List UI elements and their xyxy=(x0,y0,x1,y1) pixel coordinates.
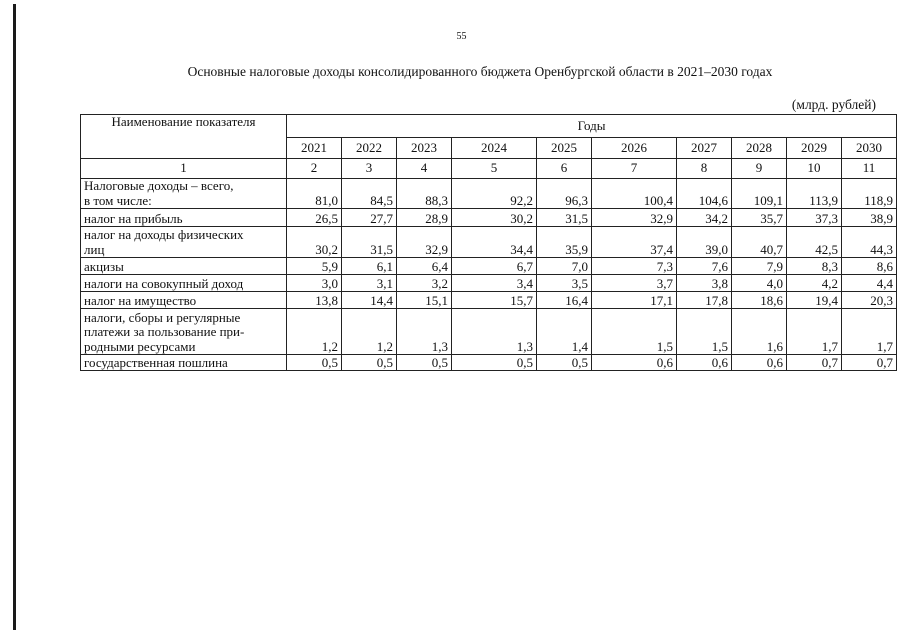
value-cell: 118,9 xyxy=(842,179,897,209)
year-header: 2030 xyxy=(842,138,897,159)
year-header: 2027 xyxy=(677,138,732,159)
value-cell: 30,2 xyxy=(452,209,537,227)
row-indicator-name: налог на прибыль xyxy=(81,209,287,227)
value-cell: 16,4 xyxy=(537,292,592,309)
value-cell: 31,5 xyxy=(342,227,397,258)
column-number: 5 xyxy=(452,159,537,179)
value-cell: 6,4 xyxy=(397,258,452,275)
row-indicator-name: налоги, сборы и регулярные платежи за пользование при- родными ресурсами xyxy=(81,309,287,355)
value-cell: 1,7 xyxy=(842,309,897,355)
value-cell: 31,5 xyxy=(537,209,592,227)
value-cell: 1,5 xyxy=(677,309,732,355)
value-cell: 35,7 xyxy=(732,209,787,227)
table-row xyxy=(81,275,897,292)
column-number: 3 xyxy=(342,159,397,179)
value-cell: 113,9 xyxy=(787,179,842,209)
value-cell: 1,3 xyxy=(452,309,537,355)
value-cell: 84,5 xyxy=(342,179,397,209)
row-indicator-name: акцизы xyxy=(81,258,287,275)
value-cell: 34,2 xyxy=(677,209,732,227)
value-cell: 100,4 xyxy=(592,179,677,209)
value-cell: 34,4 xyxy=(452,227,537,258)
value-cell: 18,6 xyxy=(732,292,787,309)
value-cell: 81,0 xyxy=(287,179,342,209)
table-row xyxy=(81,179,897,209)
row-indicator-name: государственная пошлина xyxy=(81,355,287,371)
units-label: (млрд. рублей) xyxy=(791,97,876,112)
column-number: 2 xyxy=(287,159,342,179)
value-cell: 1,4 xyxy=(537,309,592,355)
value-cell: 15,7 xyxy=(452,292,537,309)
value-cell: 8,3 xyxy=(787,258,842,275)
header-years: Годы xyxy=(287,115,897,138)
document-title: Основные налоговые доходы консолидированного бюджета Оренбургской области в 2021–2030 годах xyxy=(187,64,773,79)
value-cell: 26,5 xyxy=(287,209,342,227)
value-cell: 1,5 xyxy=(592,309,677,355)
value-cell: 7,3 xyxy=(592,258,677,275)
column-number: 6 xyxy=(537,159,592,179)
column-number: 1 xyxy=(81,159,287,179)
row-indicator-name: налоги на совокупный доход xyxy=(81,275,287,292)
value-cell: 0,5 xyxy=(342,355,397,371)
value-cell: 109,1 xyxy=(732,179,787,209)
value-cell: 44,3 xyxy=(842,227,897,258)
value-cell: 30,2 xyxy=(287,227,342,258)
year-header: 2029 xyxy=(787,138,842,159)
year-header: 2028 xyxy=(732,138,787,159)
value-cell: 3,5 xyxy=(537,275,592,292)
value-cell: 3,8 xyxy=(677,275,732,292)
value-cell: 3,4 xyxy=(452,275,537,292)
table-row xyxy=(81,258,897,275)
value-cell: 1,6 xyxy=(732,309,787,355)
value-cell: 0,5 xyxy=(537,355,592,371)
column-number: 8 xyxy=(677,159,732,179)
value-cell: 42,5 xyxy=(787,227,842,258)
value-cell: 4,4 xyxy=(842,275,897,292)
year-header: 2023 xyxy=(397,138,452,159)
column-number: 10 xyxy=(787,159,842,179)
value-cell: 8,6 xyxy=(842,258,897,275)
value-cell: 104,6 xyxy=(677,179,732,209)
value-cell: 6,1 xyxy=(342,258,397,275)
header-indicator-name: Наименование показателя xyxy=(81,115,287,159)
value-cell: 37,4 xyxy=(592,227,677,258)
value-cell: 1,7 xyxy=(787,309,842,355)
value-cell: 20,3 xyxy=(842,292,897,309)
year-header: 2024 xyxy=(452,138,537,159)
value-cell: 32,9 xyxy=(397,227,452,258)
value-cell: 0,5 xyxy=(287,355,342,371)
value-cell: 0,7 xyxy=(842,355,897,371)
tax-revenue-table xyxy=(80,114,897,371)
value-cell: 35,9 xyxy=(537,227,592,258)
table-row xyxy=(81,292,897,309)
table-row xyxy=(81,209,897,227)
value-cell: 17,1 xyxy=(592,292,677,309)
column-number: 7 xyxy=(592,159,677,179)
value-cell: 17,8 xyxy=(677,292,732,309)
value-cell: 88,3 xyxy=(397,179,452,209)
value-cell: 92,2 xyxy=(452,179,537,209)
value-cell: 5,9 xyxy=(287,258,342,275)
table-row xyxy=(81,227,897,258)
binding-edge-line xyxy=(13,4,16,630)
table-row xyxy=(81,309,897,355)
column-number: 11 xyxy=(842,159,897,179)
value-cell: 7,0 xyxy=(537,258,592,275)
row-indicator-name: налог на доходы физических лиц xyxy=(81,227,287,258)
value-cell: 7,9 xyxy=(732,258,787,275)
column-numbers-row xyxy=(81,159,897,179)
row-indicator-name: налог на имущество xyxy=(81,292,287,309)
value-cell: 3,7 xyxy=(592,275,677,292)
value-cell: 27,7 xyxy=(342,209,397,227)
value-cell: 3,1 xyxy=(342,275,397,292)
value-cell: 28,9 xyxy=(397,209,452,227)
value-cell: 4,2 xyxy=(787,275,842,292)
value-cell: 0,6 xyxy=(592,355,677,371)
column-number: 9 xyxy=(732,159,787,179)
value-cell: 96,3 xyxy=(537,179,592,209)
value-cell: 15,1 xyxy=(397,292,452,309)
row-indicator-name: Налоговые доходы – всего, в том числе: xyxy=(81,179,287,209)
value-cell: 0,6 xyxy=(732,355,787,371)
value-cell: 39,0 xyxy=(677,227,732,258)
value-cell: 14,4 xyxy=(342,292,397,309)
value-cell: 37,3 xyxy=(787,209,842,227)
value-cell: 6,7 xyxy=(452,258,537,275)
table-row xyxy=(81,355,897,371)
value-cell: 1,2 xyxy=(342,309,397,355)
column-number: 4 xyxy=(397,159,452,179)
value-cell: 0,5 xyxy=(397,355,452,371)
value-cell: 40,7 xyxy=(732,227,787,258)
value-cell: 3,0 xyxy=(287,275,342,292)
year-header: 2022 xyxy=(342,138,397,159)
value-cell: 19,4 xyxy=(787,292,842,309)
year-header: 2026 xyxy=(592,138,677,159)
value-cell: 32,9 xyxy=(592,209,677,227)
value-cell: 38,9 xyxy=(842,209,897,227)
table-body xyxy=(81,179,897,371)
value-cell: 1,3 xyxy=(397,309,452,355)
page-number: 55 xyxy=(456,31,467,42)
value-cell: 0,7 xyxy=(787,355,842,371)
value-cell: 0,5 xyxy=(452,355,537,371)
value-cell: 4,0 xyxy=(732,275,787,292)
value-cell: 3,2 xyxy=(397,275,452,292)
value-cell: 13,8 xyxy=(287,292,342,309)
year-header: 2021 xyxy=(287,138,342,159)
value-cell: 7,6 xyxy=(677,258,732,275)
value-cell: 1,2 xyxy=(287,309,342,355)
year-header: 2025 xyxy=(537,138,592,159)
value-cell: 0,6 xyxy=(677,355,732,371)
